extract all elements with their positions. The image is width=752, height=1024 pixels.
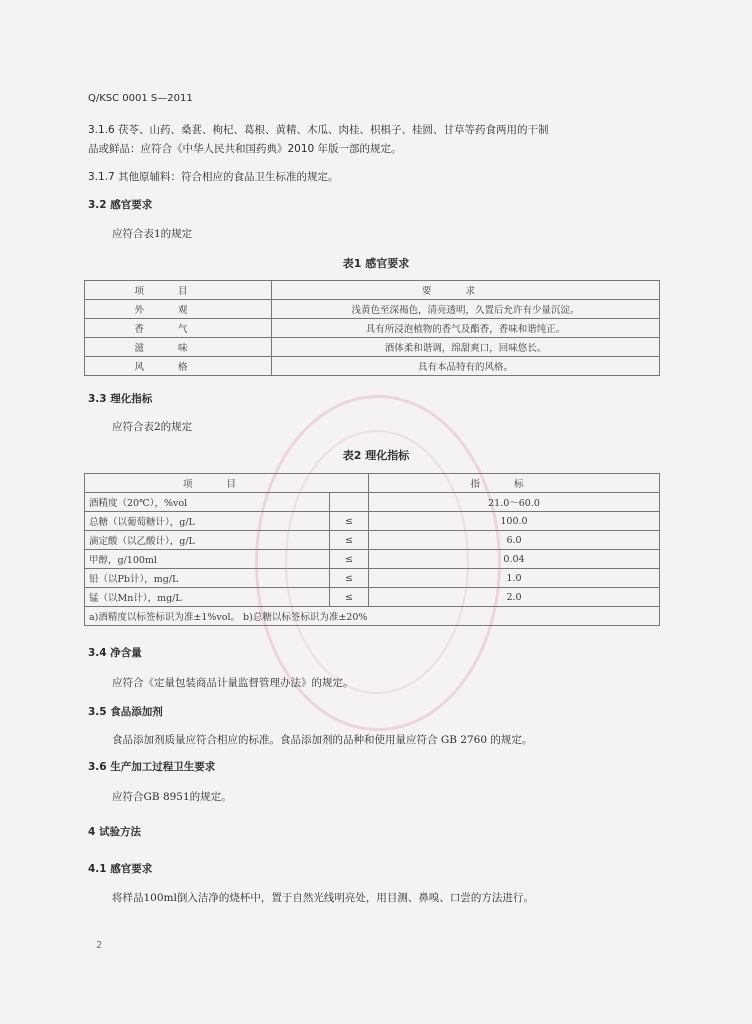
table-row: [85, 588, 660, 607]
page-number: 2: [96, 940, 103, 951]
section-3-6-heading: 3.6 生产加工过程卫生要求: [88, 761, 216, 773]
table-row: [85, 493, 660, 512]
table-cell: 锰（以Mn计），mg/L: [85, 588, 330, 607]
document-code: Q/KSC 0001 S—2011: [88, 93, 193, 104]
section-3-6-body: 应符合GB 8951的规定。: [112, 791, 232, 803]
table-cell-operator: ≤: [329, 550, 368, 569]
table-row: [85, 338, 660, 357]
clause-3-1-7: 3.1.7 其他原辅料：符合相应的食品卫生标准的规定。: [88, 171, 339, 183]
table-row: [85, 357, 660, 376]
section-4-1-body: 将样品100ml倒入洁净的烧杯中，置于自然光线明亮处，用目测、鼻嗅、口尝的方法进行。: [112, 892, 534, 904]
table-footnote-row: [85, 607, 660, 626]
table-cell: 酒体柔和谐调，绵甜爽口，回味悠长。: [272, 338, 660, 357]
table-cell-operator: ≤: [329, 512, 368, 531]
clause-3-1-6-line2: 品或鲜品：应符合《中华人民共和国药典》2010 年版一部的规定。: [88, 143, 402, 155]
table-cell: 具有所浸泡植物的香气及酯香，香味和谐纯正。: [272, 319, 660, 338]
table-cell: 21.0～60.0: [369, 493, 660, 512]
section-3-4-body: 应符合《定量包装商品计量监督管理办法》的规定。: [112, 677, 354, 689]
table-cell: 具有本品特有的风格。: [272, 357, 660, 376]
table-row: [85, 319, 660, 338]
section-3-2-heading: 3.2 感官要求: [88, 199, 153, 211]
table1-caption: 表1 感官要求: [342, 257, 410, 270]
table-cell-operator: ≤: [329, 531, 368, 550]
table2-caption: 表2 理化指标: [342, 449, 410, 462]
table-cell: 滴定酸（以乙酸计），g/L: [85, 531, 330, 550]
section-3-5-heading: 3.5 食品添加剂: [88, 706, 163, 718]
section-3-3-heading: 3.3 理化指标: [88, 393, 153, 405]
table-cell: 滋味: [85, 338, 272, 357]
table-row: [85, 512, 660, 531]
table-cell: 1.0: [369, 569, 660, 588]
table-cell: 铅（以Pb计），mg/L: [85, 569, 330, 588]
table-cell-operator: [329, 493, 368, 512]
clause-3-1-6-line1: 3.1.6 茯苓、山药、桑葚、枸杞、葛根、黄精、木瓜、肉桂、枳椇子、桂圆、甘草等药食两用的干制: [88, 124, 549, 136]
table-header-cell: 指标: [369, 474, 660, 493]
table-cell-operator: ≤: [329, 569, 368, 588]
table-row: [85, 550, 660, 569]
section-3-5-body: 食品添加剂质量应符合相应的标准。食品添加剂的品种和使用量应符合 GB 2760 的规定。: [112, 734, 533, 746]
table-cell: 风格: [85, 357, 272, 376]
table-header-cell: 项目: [85, 474, 369, 493]
table-header-cell: 要求: [272, 281, 660, 300]
table-cell: 2.0: [369, 588, 660, 607]
table-cell: 外观: [85, 300, 272, 319]
table-header-cell: 项目: [85, 281, 272, 300]
table-cell: 100.0: [369, 512, 660, 531]
table-cell-operator: ≤: [329, 588, 368, 607]
table-header-row: [85, 281, 660, 300]
table-row: [85, 300, 660, 319]
table-header-row: [85, 474, 660, 493]
table-cell: 浅黄色至深褐色，清亮透明，久置后允许有少量沉淀。: [272, 300, 660, 319]
table-footnote: a)酒精度以标签标识为准±1%vol。 b)总糖以标签标识为准±20%: [85, 607, 660, 626]
table-cell: 甲醇，g/100ml: [85, 550, 330, 569]
section-3-2-body: 应符合表1的规定: [112, 228, 193, 240]
table-cell: 酒精度（20℃），%vol: [85, 493, 330, 512]
table-cell: 香气: [85, 319, 272, 338]
table-cell: 6.0: [369, 531, 660, 550]
table-cell: 总糖（以葡萄糖计），g/L: [85, 512, 330, 531]
physicochemical-table: [84, 473, 660, 626]
section-3-4-heading: 3.4 净含量: [88, 647, 142, 659]
section-3-3-body: 应符合表2的规定: [112, 421, 193, 433]
section-4-1-heading: 4.1 感官要求: [88, 863, 153, 875]
section-4-heading: 4 试验方法: [88, 826, 141, 838]
sensory-table: [84, 280, 660, 376]
table-row: [85, 531, 660, 550]
table-cell: 0.04: [369, 550, 660, 569]
table-row: [85, 569, 660, 588]
